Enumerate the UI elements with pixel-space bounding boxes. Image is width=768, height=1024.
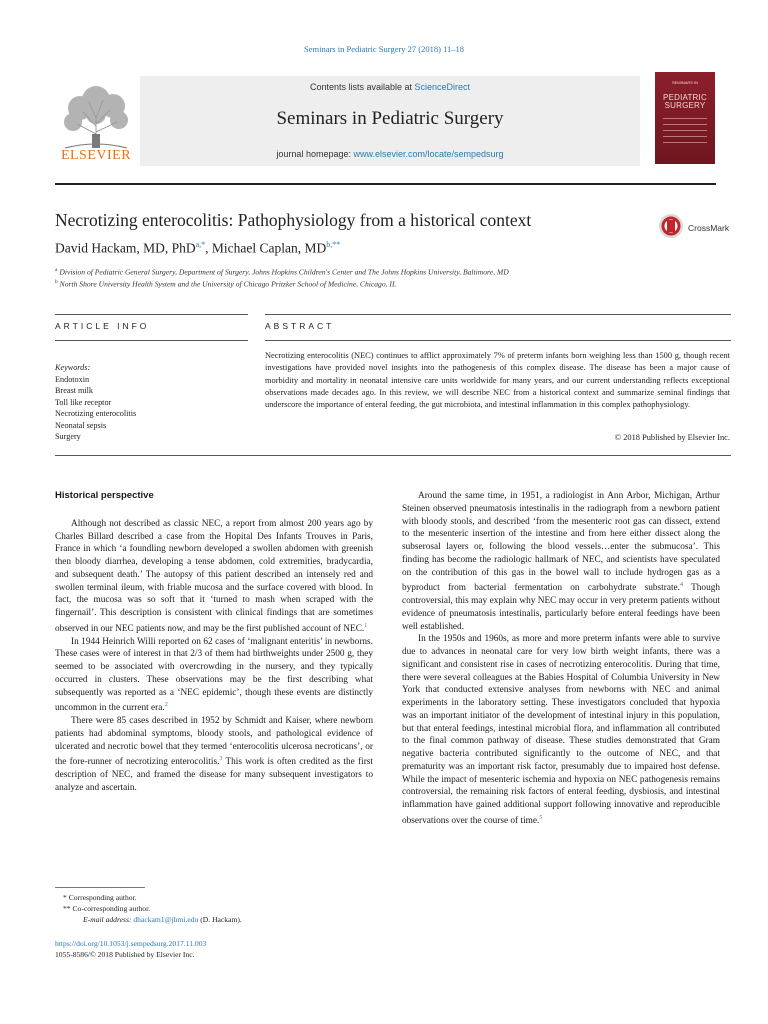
reference-link[interactable]: 2 bbox=[164, 702, 168, 709]
footnote-co-corresponding: ** Co-corresponding author. bbox=[63, 904, 151, 913]
cover-title: PEDIATRIC SURGERY bbox=[663, 93, 707, 110]
affiliation-a: $^a$ Division of Pediatric General Surgery, Department of Surgery, Johns Hopkins Children's Center and The Johns Hopkins University, Baltimore, MD bbox=[55, 267, 509, 277]
keyword: Toll like receptor bbox=[55, 397, 112, 407]
reference-link[interactable]: 5 bbox=[539, 814, 543, 821]
footnotes bbox=[55, 892, 242, 925]
contents-available-line: Contents lists available at ScienceDirect bbox=[309, 82, 471, 92]
info-mid-rule bbox=[55, 340, 248, 341]
body-paragraph: In 1944 Heinrich Willi reported on 62 cases of ‘malignant enteritis’ in newborns. These cases were of interest in that 2/3 of them had birthweights under 2500 g, they seemed to be associated with overcrowding in the nursery, and they typically occurred in clusters. These observations may be the first describing what subsequently was reported as a ‘NEC epidemic’, though these events are distinctly uncommon in the current era.$^2$ bbox=[55, 636, 373, 714]
footnote-corresponding: * Corresponding author. bbox=[63, 893, 137, 902]
body-paragraph: Around the same time, in 1951, a radiologist in Ann Arbor, Michigan, Arthur Steinen observed pneumatosis intestinalis in the radiograph from a newborn patient with bloody stools, and described ‘from the mesenteric root gas can dissect, extend to the mesenteric insertion of the intestine and from here either dissect along the subserosal layers or, following the blood vessels…enter the submucosa’. This finding has become the radiologic hallmark of NEC, and scientists have speculated on the contribution of this gas in the bowel wall to include hydrogen gas as a byproduct from bacterial fermentation on carbohydrate substrate.$^4$ Though controversial, this may explain why NEC may occur in very preterm patients without evidence of pneumatosis intestinalis, particularly before enteral feedings have been well established. bbox=[402, 491, 721, 632]
author2-affiliation-marks[interactable]: b,** bbox=[326, 240, 341, 249]
email-link[interactable]: dhackam1@jhmi.edu bbox=[133, 915, 199, 924]
abstract-top-rule bbox=[265, 314, 731, 315]
keyword: Surgery bbox=[55, 432, 81, 441]
author-line: David Hackam, MD, PhD$^{a,*}$, Michael Caplan, $MD^{b,**}$ bbox=[55, 240, 341, 256]
reference-link[interactable]: 4 bbox=[680, 582, 683, 589]
doi-link[interactable]: https://doi.org/10.1053/j.sempedsurg.2017.11.003 bbox=[55, 939, 207, 948]
abstract-mid-rule bbox=[265, 340, 731, 341]
info-top-rule bbox=[55, 314, 248, 315]
journal-citation[interactable]: Seminars in Pediatric Surgery 27 (2018) 11–18 bbox=[303, 44, 465, 54]
doi-block bbox=[55, 938, 206, 960]
body-paragraph: In the 1950s and 1960s, as more and more preterm infants were able to survive due to advances in neonatal care for very low birth weight infants, there was a significant and consistent rise in cases of necrotizing enterocolitis. During that time, there were several colleagues at the Babies Hospital of Columbia University in New York that conducted extensive analyses from newborns with NEC and animal experiments in the laboratory setting. These investigators concluded that hypoxia was an important initiator of the development of intestinal injury in this population, but that enteral feedings, intestinal microbial flora, and inflammation all contributed to the final common pathway of disease. These studies demonstrated that Gram negative bacteria contributed significantly to the outcome of NEC, and that prematurity was an important risk factor, presumably due to impaired host defense. While the impact of mesenteric ischemia and hypoxia on NEC pathogenesis remains controversial, the remaining risk factors of enteral feeding, dysbiosis, and intestinal inflammation have gained additional support following innovative and reproducible observations over the course of time.$^5$ bbox=[402, 634, 720, 826]
author-caplan: Michael Caplan, MD bbox=[211, 240, 327, 256]
author-hackam: David Hackam, MD, PhD bbox=[55, 240, 196, 256]
keyword: Endotoxin bbox=[55, 374, 90, 384]
publisher-name: ELSEVIER bbox=[60, 148, 132, 163]
journal-header-band bbox=[140, 76, 640, 166]
body-right-column bbox=[402, 490, 720, 828]
cover-small-title: SEMINARS IN bbox=[671, 80, 698, 85]
keyword: Neonatal sepsis bbox=[55, 420, 107, 430]
issn-line: 1055-8586/© 2018 Published by Elsevier Inc. bbox=[55, 950, 195, 959]
author1-affiliation-marks[interactable]: a,* bbox=[195, 240, 206, 249]
body-paragraph: Although not described as classic NEC, a report from almost 200 years ago by Charles Billard described a case from the Hopital Des Infants Trouves in Paris, France in which ‘a foundling newborn developed a swollen abdomen with greenish then bloody diarrhea, developing a tense abdomen, cold extremities, bradycardia, and subsequent death.’ The autopsy of this patient described an intensely red and swollen terminal ileum, with friable mucosa and the surface covered with blood. In fact, the mucosa was so soft that it ‘turned to mash when scraped with the fingernail’. This description is consistent with clinical findings that are sometimes observed in our NEC patients now, and may be the first published account of NEC.$^1$ bbox=[55, 518, 373, 634]
crossmark-label[interactable]: CrossMark bbox=[688, 223, 730, 233]
article-title: Necrotizing enterocolitis: Pathophysiology from a historical context bbox=[55, 210, 532, 230]
reference-link[interactable]: 1 bbox=[364, 622, 368, 629]
keywords-block bbox=[55, 362, 136, 443]
footnote-rule bbox=[55, 887, 145, 888]
section-heading: Historical perspective bbox=[55, 490, 154, 501]
abstract-copyright: © 2018 Published by Elsevier Inc. bbox=[614, 433, 730, 442]
header-rule bbox=[55, 183, 716, 185]
keyword: Breast milk bbox=[55, 386, 93, 395]
abstract-bottom-rule bbox=[55, 455, 731, 456]
sciencedirect-link[interactable]: ScienceDirect bbox=[414, 82, 471, 92]
body-left-column bbox=[55, 490, 373, 795]
journal-name: Seminars in Pediatric Surgery bbox=[276, 108, 504, 129]
journal-cover-thumbnail bbox=[655, 72, 715, 164]
keyword: Necrotizing enterocolitis bbox=[55, 409, 137, 418]
journal-homepage-line: journal homepage: www.elsevier.com/locate/sempedsurg bbox=[276, 149, 504, 159]
article-info-heading: ARTICLE INFO bbox=[55, 321, 150, 331]
reference-link[interactable]: 3 bbox=[219, 756, 223, 763]
cover-text-lines bbox=[663, 118, 707, 148]
journal-homepage-link[interactable]: www.elsevier.com/locate/sempedsurg bbox=[353, 149, 504, 159]
abstract-heading: ABSTRACT bbox=[265, 321, 335, 331]
keywords-label: Keywords: bbox=[55, 363, 91, 372]
affiliation-b: $^b$ North Shore University Health System and the University of Chicago Pritzker School of Medicine, Chicago, IL bbox=[55, 279, 397, 289]
abstract-text: Necrotizing enterocolitis (NEC) continues to afflict approximately 7% of preterm infants born weighing less than 1500 g, though recent investigations have provided novel insights into the pathogenesis of this complex disease. The disease has been a major cause of morbidity and mortality in neonatal intensive care units worldwide for many years, and our current understanding reflects exceptional observations made decades ago. In this review, we will describe NEC from a historical context and summarize seminal findings that underscore the importance of enteral feeding, the gut microbiota, and intestinal inflammation in this complex pathophysiology. bbox=[265, 351, 730, 410]
footnote-email: E-mail address: dhackam1@jhmi.edu (D. Hackam). bbox=[83, 915, 242, 924]
body-paragraph: There were 85 cases described in 1952 by Schmidt and Kaiser, where newborn patients had abdominal symptoms, bloody stools, and pathological evidence of ulcerated and necrotic bowel that they termed ‘enterocolitis ulcerosa necroticans’, or the fore-runner of necrotizing enterocolitis.$^3$ This work is often credited as the first description of NEC, and framed the disease for many subsequent investigators to analyze and ascertain. bbox=[55, 716, 373, 794]
